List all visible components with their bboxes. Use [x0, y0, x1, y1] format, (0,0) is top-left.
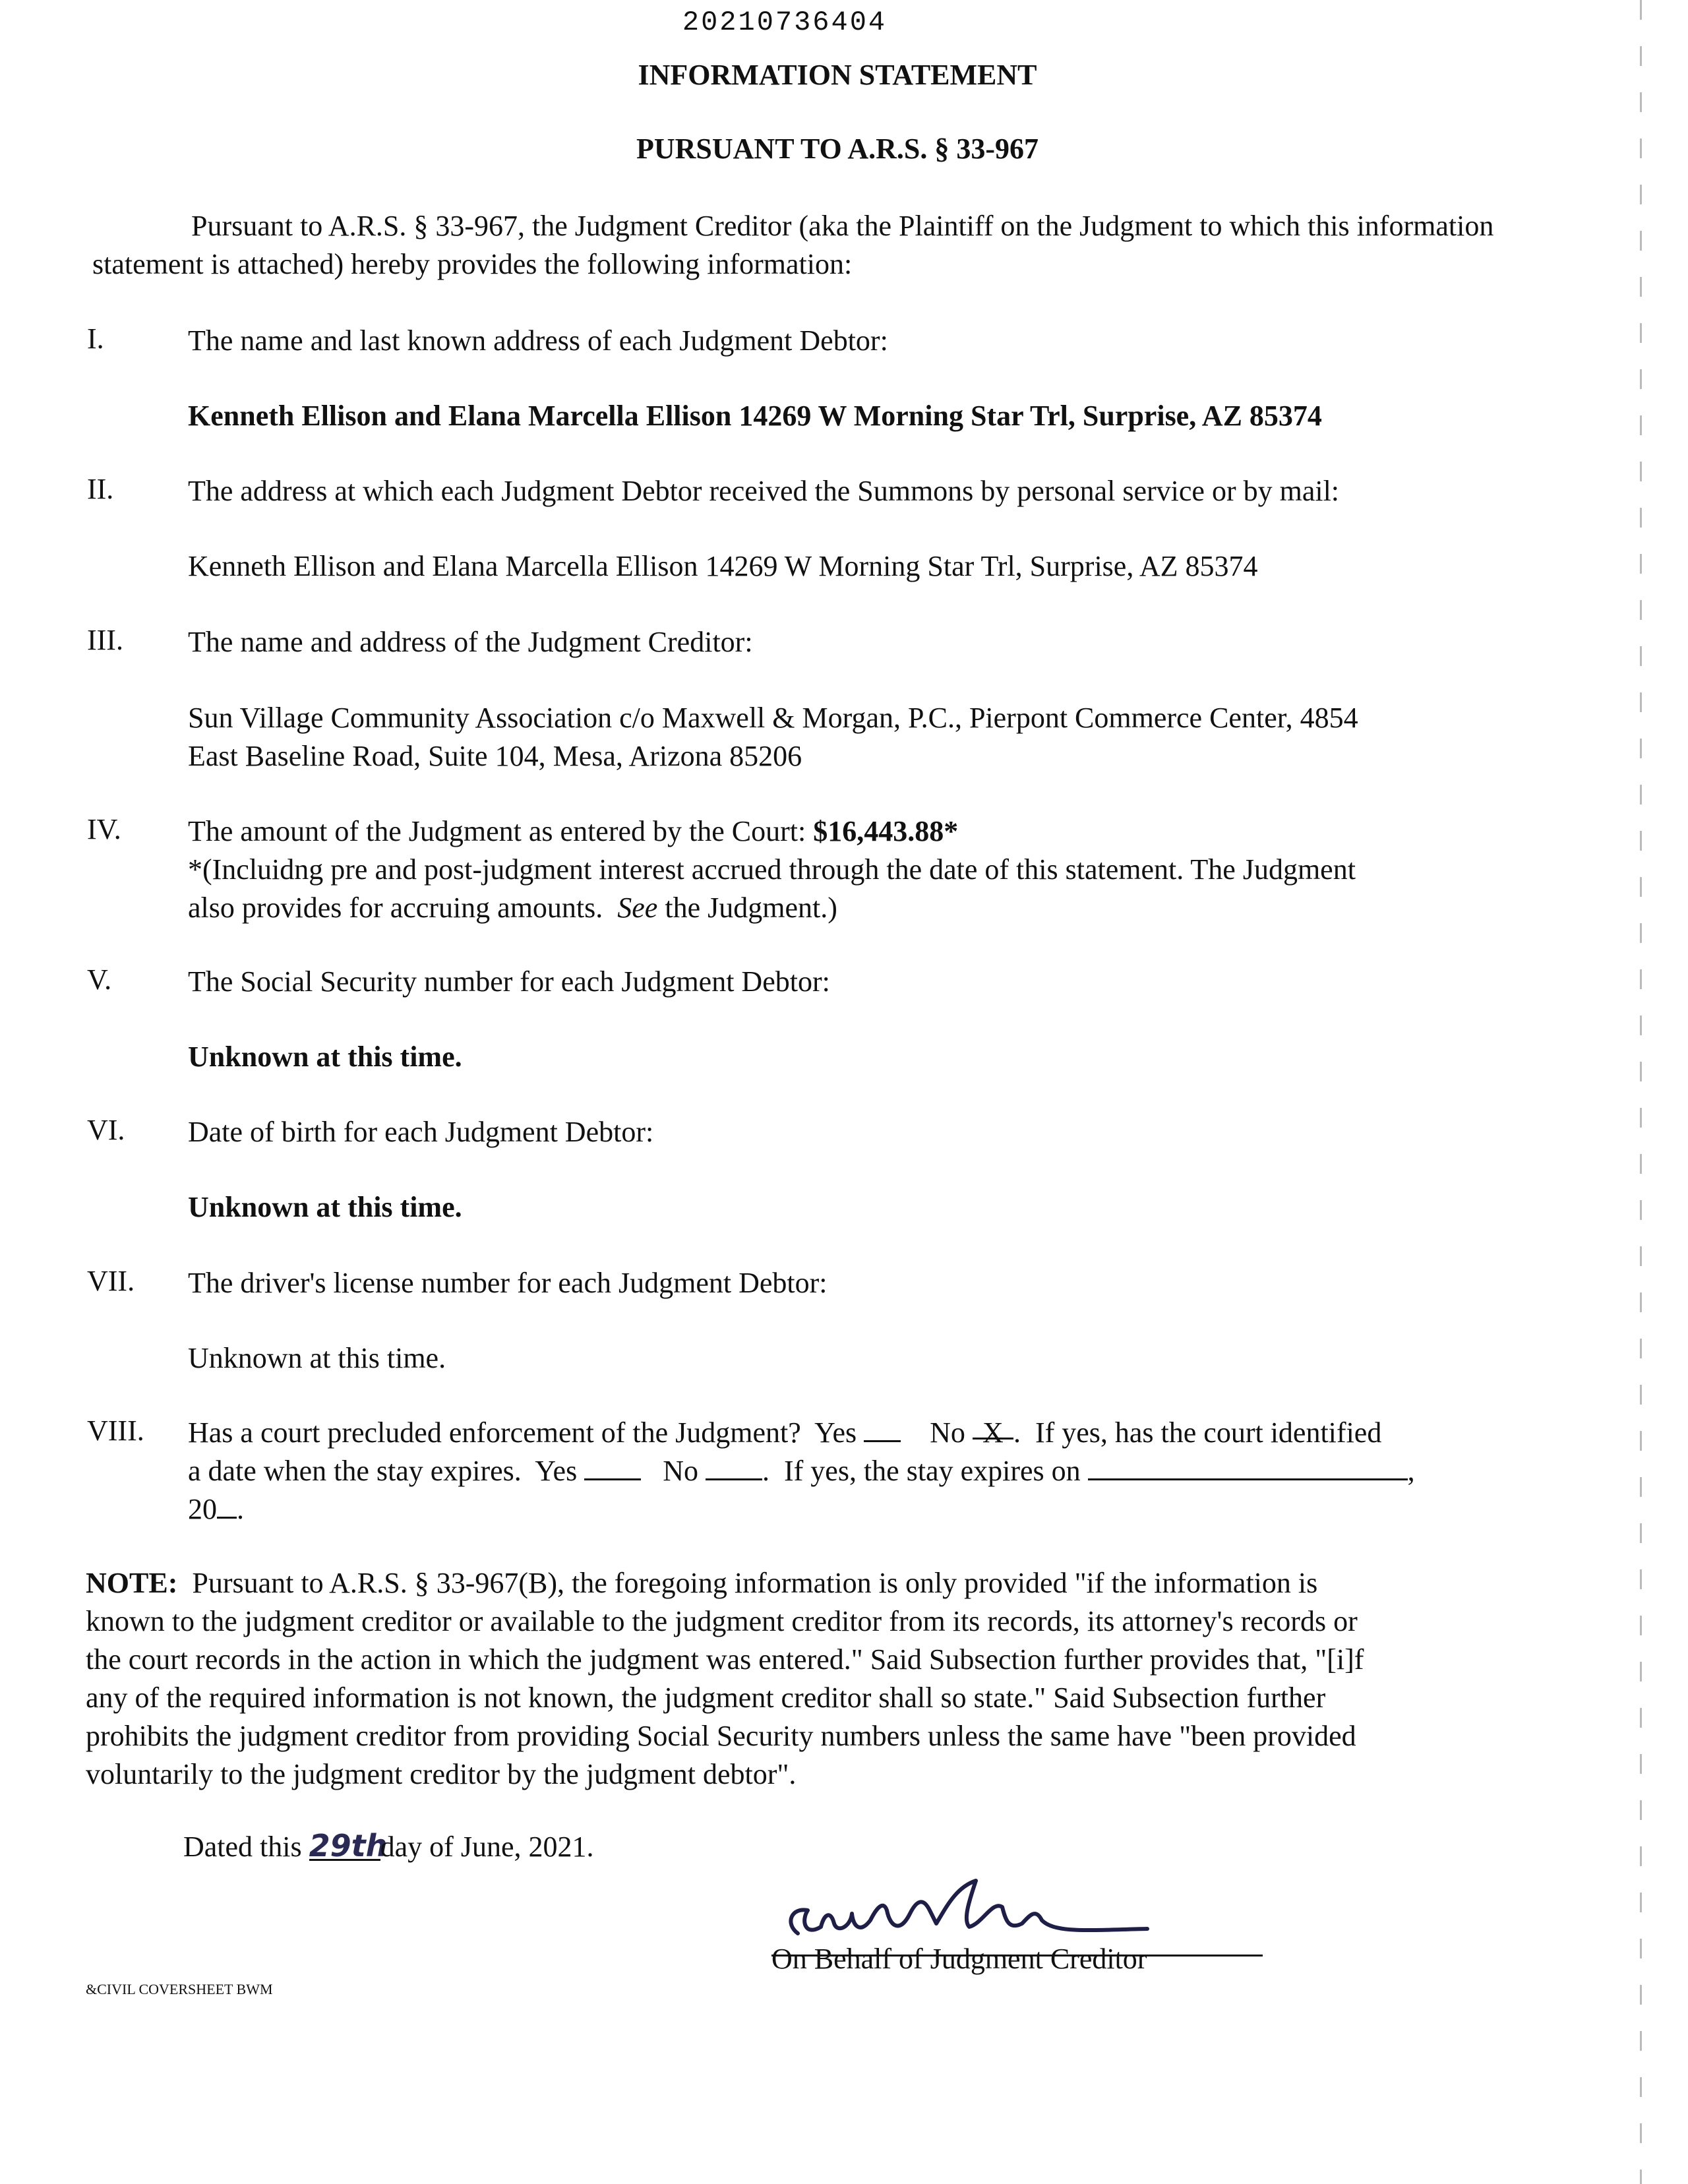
- no-label-1: No: [930, 1416, 965, 1449]
- amount-note-see: See: [617, 892, 658, 924]
- judgment-amount: $16,443.88*: [813, 815, 959, 847]
- yes-label-1: Yes: [814, 1416, 857, 1449]
- amount-note-line-1: *(Incluidng pre and post-judgment interest accrued through the date of this statement. The Judgment: [188, 853, 1356, 886]
- note-line-2: known to the judgment creditor or available to the judgment creditor from its records, its attorney's records or: [86, 1605, 1358, 1637]
- section-label-7: The driver's license number for each Judgment Debtor:: [188, 1267, 828, 1299]
- no-blank-2: [706, 1455, 762, 1480]
- note-line-1-text: Pursuant to A.R.S. § 33-967(B), the foregoing information is only provided "if the information is: [192, 1567, 1318, 1599]
- no-label-2: No: [663, 1455, 698, 1487]
- dated-suffix: day of June, 2021.: [380, 1831, 594, 1863]
- note-line-1: [86, 1564, 1602, 1602]
- stay-question-line-1: Has a court precluded enforcement of the Judgment? Yes No X . If yes, has the court identified: [188, 1414, 1381, 1452]
- section-label-3: The name and address of the Judgment Creditor:: [188, 626, 753, 658]
- title-line-1: INFORMATION STATEMENT: [638, 59, 1037, 91]
- stay-question-text-3: a date when the stay expires.: [188, 1455, 522, 1487]
- section-number-2: II.: [87, 473, 114, 505]
- section-number-7: VII.: [87, 1265, 135, 1297]
- note-label: NOTE:: [86, 1567, 178, 1599]
- note-line-4: any of the required information is not known, the judgment creditor shall so state." Said Subsection further: [86, 1682, 1326, 1714]
- amount-note-text-a: also provides for accruing amounts.: [188, 892, 603, 924]
- section-number-8: VIII.: [87, 1414, 144, 1447]
- amount-note-text-b: the Judgment.): [665, 892, 837, 924]
- year-prefix: 20: [188, 1493, 217, 1525]
- note-line-6: voluntarily to the judgment creditor by the judgment debtor".: [86, 1758, 797, 1790]
- yes-blank-2: [584, 1455, 641, 1480]
- stay-question-text-4: If yes, the stay expires on: [784, 1455, 1081, 1487]
- summons-address: Kenneth Ellison and Elana Marcella Ellison 14269 W Morning Star Trl, Surprise, AZ 85374: [188, 550, 1258, 582]
- section-number-6: VI.: [87, 1114, 125, 1146]
- section-number-1: I.: [87, 322, 104, 355]
- scan-edge-artifact: [1640, 0, 1642, 2184]
- note-paragraph: [86, 1564, 1602, 1794]
- yes-label-2: Yes: [535, 1455, 578, 1487]
- note-line-5: prohibits the judgment creditor from providing Social Security numbers unless the same have "been provided: [86, 1720, 1356, 1752]
- creditor-address-line-1: Sun Village Community Association c/o Maxwell & Morgan, P.C., Pierpont Commerce Center, 4854: [188, 702, 1358, 734]
- dob-answer: Unknown at this time.: [188, 1191, 462, 1223]
- stay-expiry-blank: [1088, 1455, 1408, 1480]
- license-answer: Unknown at this time.: [188, 1342, 446, 1374]
- year-blank: [217, 1493, 237, 1519]
- debtor-name-address: Kenneth Ellison and Elana Marcella Ellison 14269 W Morning Star Trl, Surprise, AZ 85374: [188, 400, 1322, 432]
- stay-year-line: 20 .: [188, 1493, 244, 1525]
- dated-day-handwritten: 29th: [309, 1828, 388, 1864]
- signature-caption: On Behalf of Judgment Creditor: [771, 1943, 1147, 1975]
- amount-note-line-2: [188, 889, 837, 927]
- section-label-4: The amount of the Judgment as entered by the Court:: [188, 815, 806, 847]
- stay-question-text: Has a court precluded enforcement of the Judgment?: [188, 1416, 801, 1449]
- section-number-5: V.: [87, 963, 112, 996]
- note-line-3: the court records in the action in which the judgment was entered." Said Subsection further provides that, "[i]f: [86, 1643, 1364, 1676]
- stay-question-line-2: a date when the stay expires. Yes No . If yes, the stay expires on ,: [188, 1455, 1415, 1487]
- ssn-answer: Unknown at this time.: [188, 1041, 462, 1073]
- yes-blank-1: [864, 1416, 901, 1442]
- dated-prefix: Dated this: [183, 1831, 302, 1863]
- footer-code: &CIVIL COVERSHEET BWM: [86, 1981, 273, 1997]
- section-label-2: The address at which each Judgment Debtor received the Summons by personal service or by mail:: [188, 475, 1340, 507]
- dated-line: [183, 1828, 593, 1866]
- section-label-5: The Social Security number for each Judgment Debtor:: [188, 965, 830, 998]
- stay-question-text-2: If yes, has the court identified: [1035, 1416, 1382, 1449]
- no-blank-1: X: [973, 1414, 1013, 1440]
- creditor-address-line-2: East Baseline Road, Suite 104, Mesa, Arizona 85206: [188, 740, 802, 772]
- section-number-4: IV.: [87, 813, 121, 845]
- document-number: 20210736404: [682, 7, 888, 38]
- section-number-3: III.: [87, 624, 123, 656]
- intro-paragraph: Pursuant to A.R.S. § 33-967, the Judgment Creditor (aka the Plaintiff on the Judgment to which this information statement is attached) hereby provides the following information:: [92, 210, 1494, 280]
- signature-mark: [778, 1861, 1160, 1953]
- section-label-1: The name and last known address of each Judgment Debtor:: [188, 324, 888, 357]
- section-label-6: Date of birth for each Judgment Debtor:: [188, 1116, 654, 1148]
- judgment-amount-line: [188, 812, 958, 851]
- title-line-2: PURSUANT TO A.R.S. § 33-967: [636, 133, 1039, 165]
